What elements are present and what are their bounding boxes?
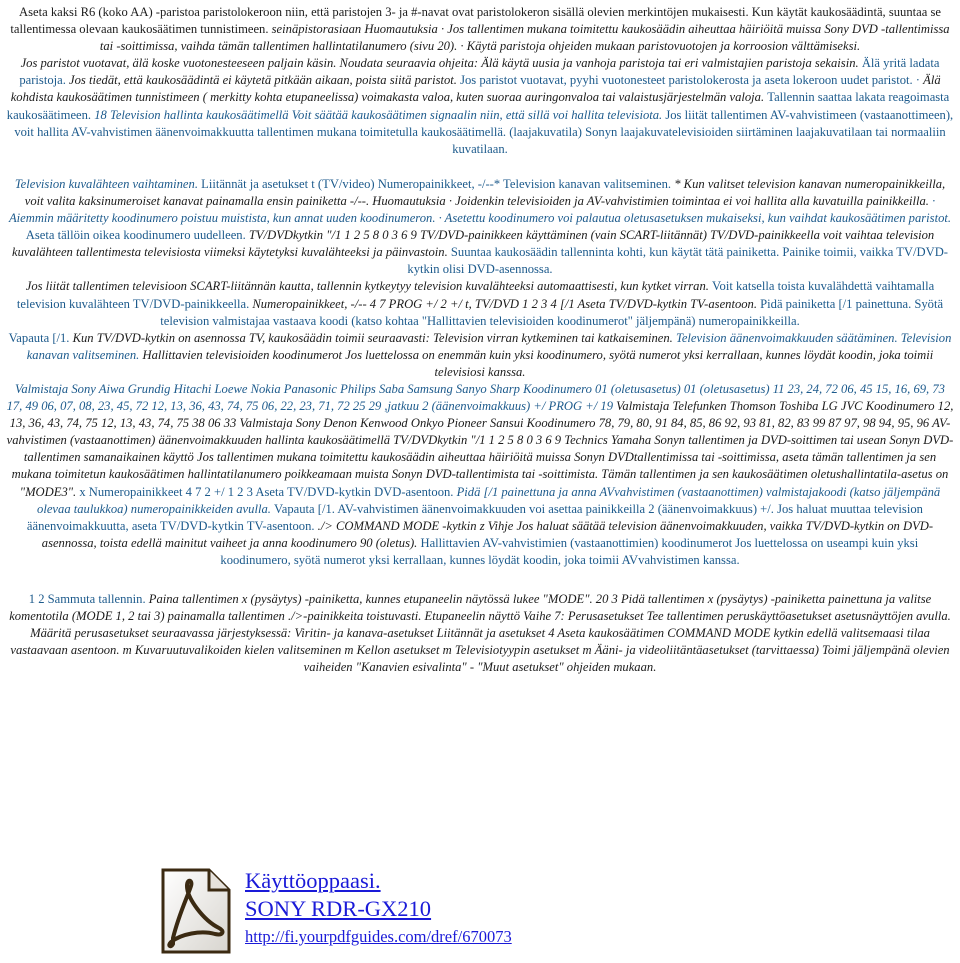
text-run: Voit katsella toista kuvalähdettä vaihtamalla television kuvalähteen TV/DVD-painikkeella.: [16, 279, 935, 311]
text-run: ./> COMMAND MODE -kytkin z Vihje Jos haluat säätää television äänenvoimakkuuden, vaikka TV/DVD-kytkin on DVD-asennossa, toista edellä mainitut vaiheet ja anna koodinumero 90 (oletus).: [41, 518, 934, 550]
text-run: Vapauta [/1. AV-vahvistimen äänenvoimakkuuden voi asettaa painikkeilla 2 (äänenvoimakkuus) +/. Jos haluat muuttaa television äänenvoimakkuutta, aseta TV/DVD-kytkin TV-asentoon.: [26, 501, 923, 533]
text-run: Kun TV/DVD-kytkin on asennossa TV, kaukosäädin toimii seuraavasti: Television virran kytkeminen tai katkaiseminen.: [72, 330, 676, 345]
text-run: Numeropainikkeet, -/-- 4 7 PROG +/ 2 +/ t, TV/DVD 1 2 3 4 [/1 Aseta TV/DVD-kytkin TV-asentoon.: [252, 296, 761, 311]
pdf-document-icon: [157, 864, 237, 956]
text-run: Vapauta [/1.: [8, 330, 73, 345]
text-run: Aseta kaksi R6 (koko AA) -paristoa paristolokeroon niin, että paristojen 3- ja #-navat ovat paristolokeron sisällä olevien merkintöjen mukaisesti. Kun käytät kaukosäädintä, suuntaa se tallentimessa olevaan kaukosäätimen tunnistimeen.: [10, 5, 941, 37]
text-run: Hallittavien AV-vahvistimien (vastaanottimien) koodinumerot Jos luettelossa on useampi kuin yksi koodinumero, syötä numerot yksi kerrallaan, kunnes löydät koodin, joka toimii AVvahvistimen kanssa.: [220, 535, 919, 567]
footer-links: [245, 867, 512, 948]
text-run: 1 2 Sammuta tallennin.: [28, 592, 149, 606]
paragraph-spacer: [0, 569, 960, 591]
text-run: Television kuvalähteen vaihtaminen.: [14, 176, 202, 191]
body-paragraph: [0, 591, 960, 676]
text-run: Hallittavien televisioiden koodinumerot Jos luettelossa on enemmän kuin yksi koodinumero, syötä numerot yksi kerrallaan, kunnes löydät koodin, joka toimii televisiosi kanssa.: [142, 347, 934, 379]
body-paragraph: [0, 381, 960, 569]
paragraph-spacer: [0, 158, 960, 176]
text-run: Jos liität tallentimen AV-vahvistimeen (vastaanottimeen), voit hallita AV-vahvistimen äänenvoimakkuutta tallentimen mukana toimitetulla kaukosäätimellä. (laajakuvatila) Sonyn laajakuvatelevisioiden siirtäminen laajakuvatilaan tai normaaliin kuvatilaan.: [14, 107, 954, 156]
text-run: Jos tiedät, että kaukosäädintä ei käytetä pitkään aikaan, poista siitä paristot.: [69, 73, 461, 88]
text-run: Jos liität tallentimen televisioon SCART-liitännän kautta, tallennin kytkeytyy television kuvalähteeksi automaattisesti, kun kytket virran.: [25, 279, 713, 294]
document-footer: [157, 859, 857, 959]
body-paragraph: [0, 278, 960, 329]
text-run: Television äänenvoimakkuuden säätäminen. Television kanavan valitseminen.: [26, 330, 952, 362]
text-run: TV/DVDkytkin "/1 1 2 5 8 0 3 6 9 TV/DVD-painikkeen käyttäminen (vain SCART-liitännät) TV/DVD-painikkeella voit vaihtaa television kuvalähteen tallentimesta televisiosta viimeksi käytetyksi kuvalähteeksi ja päinvastoin.: [11, 228, 935, 260]
text-run: Paina tallentimen x (pysäytys) -painiketta, kunnes etupaneelin näytössä lukee "MODE". 20 3 Pidä tallentimen x (pysäytys) -painiketta painettuna ja valitse komentotila (MODE 1, 2 tai 3) painamalla tallentimen ./>-painikkeita toistuvasti. Etupaneelin näyttö Vaihe 7: Perusasetukset Tee tallentimen peruskäyttöasetukset asetusnäyttöjen avulla. Määritä perusasetukset seuraavassa järjestyksessä: Viritin- ja kanava-asetukset Liitännät ja asetukset 4 Aseta kaukosäätimen COMMAND MODE kytkin edellä valitsemaasi tilaa vastaavaan asentoon. m Kuvaruutuvalikoiden kielen valitseminen m Kellon asetukset m Televisiotyypin asetukset m Ääni- ja videoliitäntäasetukset (tarvittaessa) Toimi jäljempänä olevien vaiheiden "Kanavien esivalinta" - "Muut asetukset" ohjeiden mukaan.: [9, 592, 951, 675]
model-link[interactable]: SONY RDR-GX210: [245, 896, 432, 921]
body-paragraph: [0, 176, 960, 279]
manual-link[interactable]: Käyttöoppaasi.: [245, 868, 381, 893]
body-paragraph: [0, 55, 960, 158]
text-run: Älä yritä ladata paristoja.: [19, 56, 940, 88]
body-paragraph: [0, 330, 960, 381]
text-run: Jos paristot vuotavat, älä koske vuotonesteeseen paljain käsin. Noudata seuraavia ohjeita: Älä käytä uusia ja vanhoja paristoja tai eri valmistajien paristoja sekaisin.: [20, 56, 862, 71]
text-run: Valmistaja Telefunken Thomson Toshiba LG JVC Koodinumero 12, 13, 36, 43, 74, 75 12, 13, 43, 74, 75 38 06 33 Valmistaja Sony Denon Kenwood Onkyo Pioneer Sansui Koodinumero 78, 79, 80, 91 84, 85, 86 92, 93 81, 82, 83 99 87 97, 98 94, 95, 96 AV-vahvistimen (vastaanottimen) äänenvoimakkuuden hallinta kaukosäätimellä TV/DVDkytkin "/1 1 2 5 8 0 3 6 9 Technics Yamaha Sonyn tallentimen ja DVD-soittimen tai usean Sonyn DVD-tallentimen samanaikainen käyttö Jos tallentimen mukana toimitettu kaukosäädin aiheuttaa häiriöitä muissa Sonyn DVDtallentimissa tai -soittimissa, aseta tämän tallentimen ja sen mukana toimitetun kaukosäätimen hallintatilanumero poikkeamaan muista Sonyn DVD-tallentimista tai -soittimista. Tämän tallentimen ja sen kaukosäätimen oletushallintatila-asetus on "MODE3".: [6, 399, 954, 499]
text-run: Pidä [/1 painettuna ja anna AVvahvistimen (vastaanottimen) valmistajakoodi (katso jäljempänä olevaa taulukkoa) numeropainikkeiden avulla.: [37, 484, 941, 516]
text-run: x Numeropainikkeet 4 7 2 +/ 1 2 3 Aseta TV/DVD-kytkin DVD-asentoon.: [79, 484, 457, 499]
text-run: Pidä painiketta [/1 painettuna. Syötä television valmistajaa vastaava koodi (katso kohtaa "Hallittavien televisioiden koodinumerot" jäljempänä) numeropainikkeilla.: [160, 296, 944, 328]
text-run: Liitännät ja asetukset t (TV/video) Numeropainikkeet, -/--* Television kanavan valitseminen.: [201, 176, 675, 191]
text-run: seinäpistorasiaan Huomautuksia · Jos tallentimen mukana toimitettu kaukosäädin aiheuttaa häiriöitä muissa Sony DVD -tallentimissa tai -soittimissa, vaihda tämän tallentimen hallintatilanumero (sivu 20). · Käytä paristoja ohjeiden mukaan paristovuotojen ja korroosion välttämiseksi.: [99, 22, 950, 54]
text-run: · Aiemmin määritetty koodinumero poistuu muistista, kun annat uuden koodinumeron. · Asetettu koodinumero voi palautua oletusasetuksen mukaiseksi, kun vaihdat kaukosäätimen paristot.: [8, 193, 952, 226]
text-run: * Kun valitset television kanavan numeropainikkeilla, voit valita kaksinumeroiset kanavat painamalla ensin painiketta -/--. Huomautuksia · Joidenkin televisioiden ja AV-vahvistimien toimintaa ei voi hallita alla kuvatuilla painikkeilla.: [24, 176, 946, 208]
text-run: Aseta tällöin oikea koodinumero uudelleen.: [25, 228, 249, 243]
text-run: Jos paristot vuotavat, pyyhi vuotonesteet paristolokerosta ja aseta lokeroon uudet paristot. ·: [460, 73, 924, 88]
text-run: 18 Television hallinta kaukosäätimellä Voit säätää kaukosäätimen signaalin niin, että sillä voi hallita televisiota.: [94, 107, 666, 122]
body-paragraph: [0, 4, 960, 55]
text-run: Älä kohdista kaukosäätimen tunnistimeen ( merkitty kohta etupaneelissa) voimakasta valoa, kuten suoraa auringonvaloa tai valaistusjärjestelmän valoja.: [10, 73, 941, 105]
text-run: Tallennin saattaa lakata reagoimasta kaukosäätimeen.: [6, 90, 950, 122]
text-run: Valmistaja Sony Aiwa Grundig Hitachi Loewe Nokia Panasonic Philips Saba Samsung Sanyo Sharp Koodinumero 01 (oletusasetus) 01 (oletusasetus) 11 23, 24, 72 06, 45 15, 16, 69, 73 17, 49 06, 07, 08, 23, 45, 72 12, 13, 36, 43, 74, 75 06, 22, 23, 71, 72 25 29 ,jatkuu 2 (äänenvoimakkuus) +/ PROG +/ 19: [6, 381, 945, 414]
source-url-link[interactable]: http://fi.yourpdfguides.com/dref/670073: [245, 927, 512, 946]
text-run: Suuntaa kaukosäädin tallenninta kohti, kun käytät tätä painiketta. Painike toimii, vaikka TV/DVD-kytkin olisi DVD-asennossa.: [407, 245, 948, 277]
